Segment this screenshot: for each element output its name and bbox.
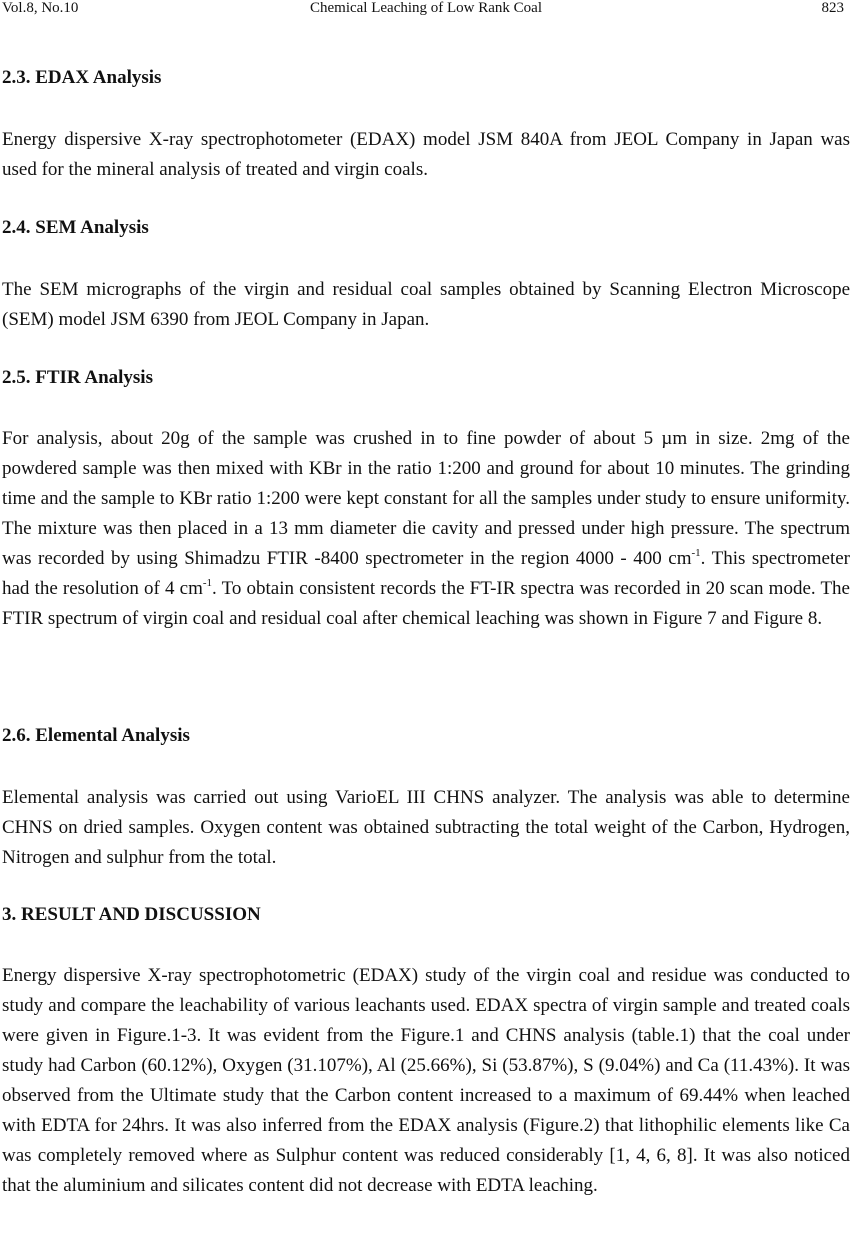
paragraph-sem: The SEM micrographs of the virgin and residual coal samples obtained by Scanning Electron Microscope (SEM) model JSM 6390 from JEOL Company in Japan.: [2, 279, 850, 330]
section-heading-ftir: 2.5. FTIR Analysis: [2, 367, 153, 388]
ftir-text-part3: . To obtain consistent records the FT-IR spectra was recorded in 20 scan mode. The FTIR spectrum of virgin coal and residual coal after chemical leaching was shown in Figure 7 and Figure 8.: [2, 578, 850, 629]
running-title: Chemical Leaching of Low Rank Coal: [309, 0, 543, 16]
running-head: [0, 0, 852, 20]
superscript-inverse-cm-2: -1: [202, 576, 213, 589]
superscript-inverse-cm-1: -1: [691, 546, 701, 559]
paragraph-results: Energy dispersive X-ray spectrophotometric (EDAX) study of the virgin coal and residue was conducted to study and compare the leachability of various leachants used. EDAX spectra of virgin sample and treated coals were given in Figure.1-3. It was evident from the Figure.1 and CHNS analysis (table.1) that the coal under study had Carbon (60.12%), Oxygen (31.107%), Al (25.66%), Si (53.87%), S (9.04%) and Ca (11.43%). It was observed from the Ultimate study that the Carbon content increased to a maximum of 69.44% when leached with EDTA for 24hrs. It was also inferred from the EDAX analysis (Figure.2) that lithophilic elements like Ca was completely removed where as Sulphur content was reduced considerably [1, 4, 6, 8]. It was also noticed that the aluminium and silicates content did not decrease with EDTA leaching.: [2, 965, 850, 1196]
section-heading-edax: 2.3. EDAX Analysis: [2, 67, 162, 88]
section-heading-results: 3. RESULT AND DISCUSSION: [2, 904, 261, 925]
section-heading-elemental: 2.6. Elemental Analysis: [2, 725, 190, 746]
volume-issue: Vol.8, No.10: [2, 0, 79, 16]
page-number: 823: [821, 0, 844, 16]
ftir-text-part2: . This spectrometer had the resolution of 4 cm: [2, 548, 850, 599]
ftir-text-part1: For analysis, about 20g of the sample was crushed in to fine powder of about 5 µm in size. 2mg of the powdered sample was then mixed with KBr in the ratio 1:200 and ground for about 10 minutes. The grinding time and the sample to KBr ratio 1:200 were kept constant for all the samples under study to ensure uniformity. The mixture was then placed in a 13 mm diameter die cavity and pressed under high pressure. The spectrum was recorded by using Shimadzu FTIR -8400 spectrometer in the region 4000 - 400 cm: [2, 428, 850, 569]
paragraph-elemental: Elemental analysis was carried out using VarioEL III CHNS analyzer. The analysis was able to determine CHNS on dried samples. Oxygen content was obtained subtracting the total weight of the Carbon, Hydrogen, Nitrogen and sulphur from the total.: [2, 787, 850, 868]
paragraph-ftir: [2, 424, 850, 634]
section-heading-sem: 2.4. SEM Analysis: [2, 217, 149, 238]
paragraph-edax: Energy dispersive X-ray spectrophotometer (EDAX) model JSM 840A from JEOL Company in Japan was used for the mineral analysis of treated and virgin coals.: [2, 129, 850, 180]
